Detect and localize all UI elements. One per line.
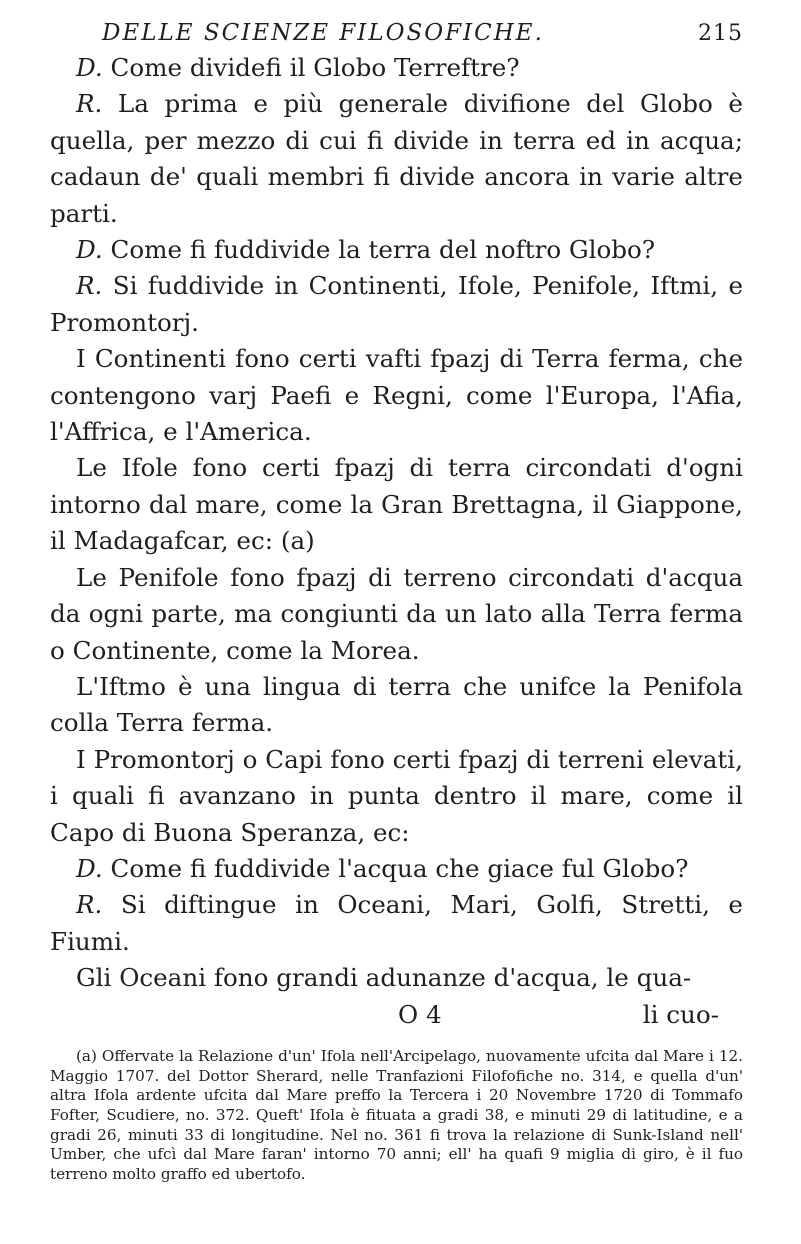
paragraph [50,341,743,450]
paragraph-text: I Continenti fono certi vafti fpazj di Terra ferma, che contengono varj Paefi e Regni, come l'Europa, l'Afia, l'Affrica, e l'America. [50,344,743,447]
running-title: DELLE SCIENZE FILOSOFICHE. [102,20,544,46]
paragraph-text: Le Penifole fono fpazj di terreno circondati d'acqua da ogni parte, ma congiunti da un lato alla Terra ferma o Continente, come la Morea. [50,562,743,665]
paragraph-text: L'Iftmo è una lingua di terra che unifce la Penifola colla Terra ferma. [50,671,743,738]
paragraph [50,50,743,86]
paragraph [50,268,743,341]
speaker-label: R. [76,890,103,920]
signature-mark: O 4 [398,999,442,1029]
paragraph-text: Come dividefi il Globo Terreftre? [110,53,520,82]
paragraph-text: Si diftingue in Oceani, Mari, Golfi, Stretti, e Fiumi. [50,890,743,956]
body-text [50,50,743,997]
paragraph [50,560,743,669]
speaker-label: D. [76,53,103,82]
paragraph [50,669,743,742]
paragraph-text: La prima e più generale divifione del Globo è quella, per mezzo di cui fi divide in terra ed in acqua; cadaun de' quali membri fi divide ancora in varie altre parti. [50,89,743,228]
footnote: (a) Offervate la Relazione d'un' Ifola nell'Arcipelago, nuovamente ufcita dal Mare i 12. Maggio 1707. del Dottor Sherard, nelle Tranfazioni Filofofiche no. 314, e quella d'un' altra Ifola ardente ufcita dal Mare preffo la Tercera i 20 Novembre 1720 di Tommafo Fofter, Scudiere, no. 372. Queft' Ifola è fituata a gradi 38, e minuti 29 di latitudine, e a gradi 26, minuti 33 di longitudine. Nel no. 361 fi trova la relazione di Sunk-Island nell' Umber, che ufcì dal Mare faran' intorno 70 anni; ell' ha quafi 9 miglia di giro, è il fuo terreno molto graffo ed ubertofo. [50,1046,743,1184]
speaker-label: R. [76,89,103,119]
paragraph [50,887,743,960]
paragraph-text: Come fi fuddivide l'acqua che giace ful Globo? [110,853,689,883]
paragraph [50,851,743,887]
catchword: li cuo- [642,999,719,1029]
paragraph-text: I Promontorj o Capi fono certi fpazj di terreni elevati, i quali fi avanzano in punta dentro il mare, come il Capo di Buona Speranza, ec: [50,744,743,847]
speaker-label: D. [76,235,103,265]
page-number: 215 [698,21,743,46]
running-head [102,20,743,46]
speaker-label: D. [76,853,103,883]
paragraph-text: Le Ifole fono certi fpazj di terra circondati d'ogni intorno dal mare, come la Gran Brettagna, il Giappone, il Madagafcar, ec: (a) [50,453,743,556]
paragraph-text: Si fuddivide in Continenti, Ifole, Penifole, Iftmi, e Promontorj. [50,271,743,337]
paragraph-text: Come fi fuddivide la terra del noftro Globo? [110,235,656,265]
signature-line [50,997,743,1033]
speaker-label: R. [76,271,103,301]
paragraph [50,86,743,232]
paragraph [50,450,743,559]
paragraph [50,960,743,996]
paragraph [50,232,743,268]
paragraph [50,742,743,851]
paragraph-text: Gli Oceani fono grandi adunanze d'acqua, le qua- [76,963,692,993]
